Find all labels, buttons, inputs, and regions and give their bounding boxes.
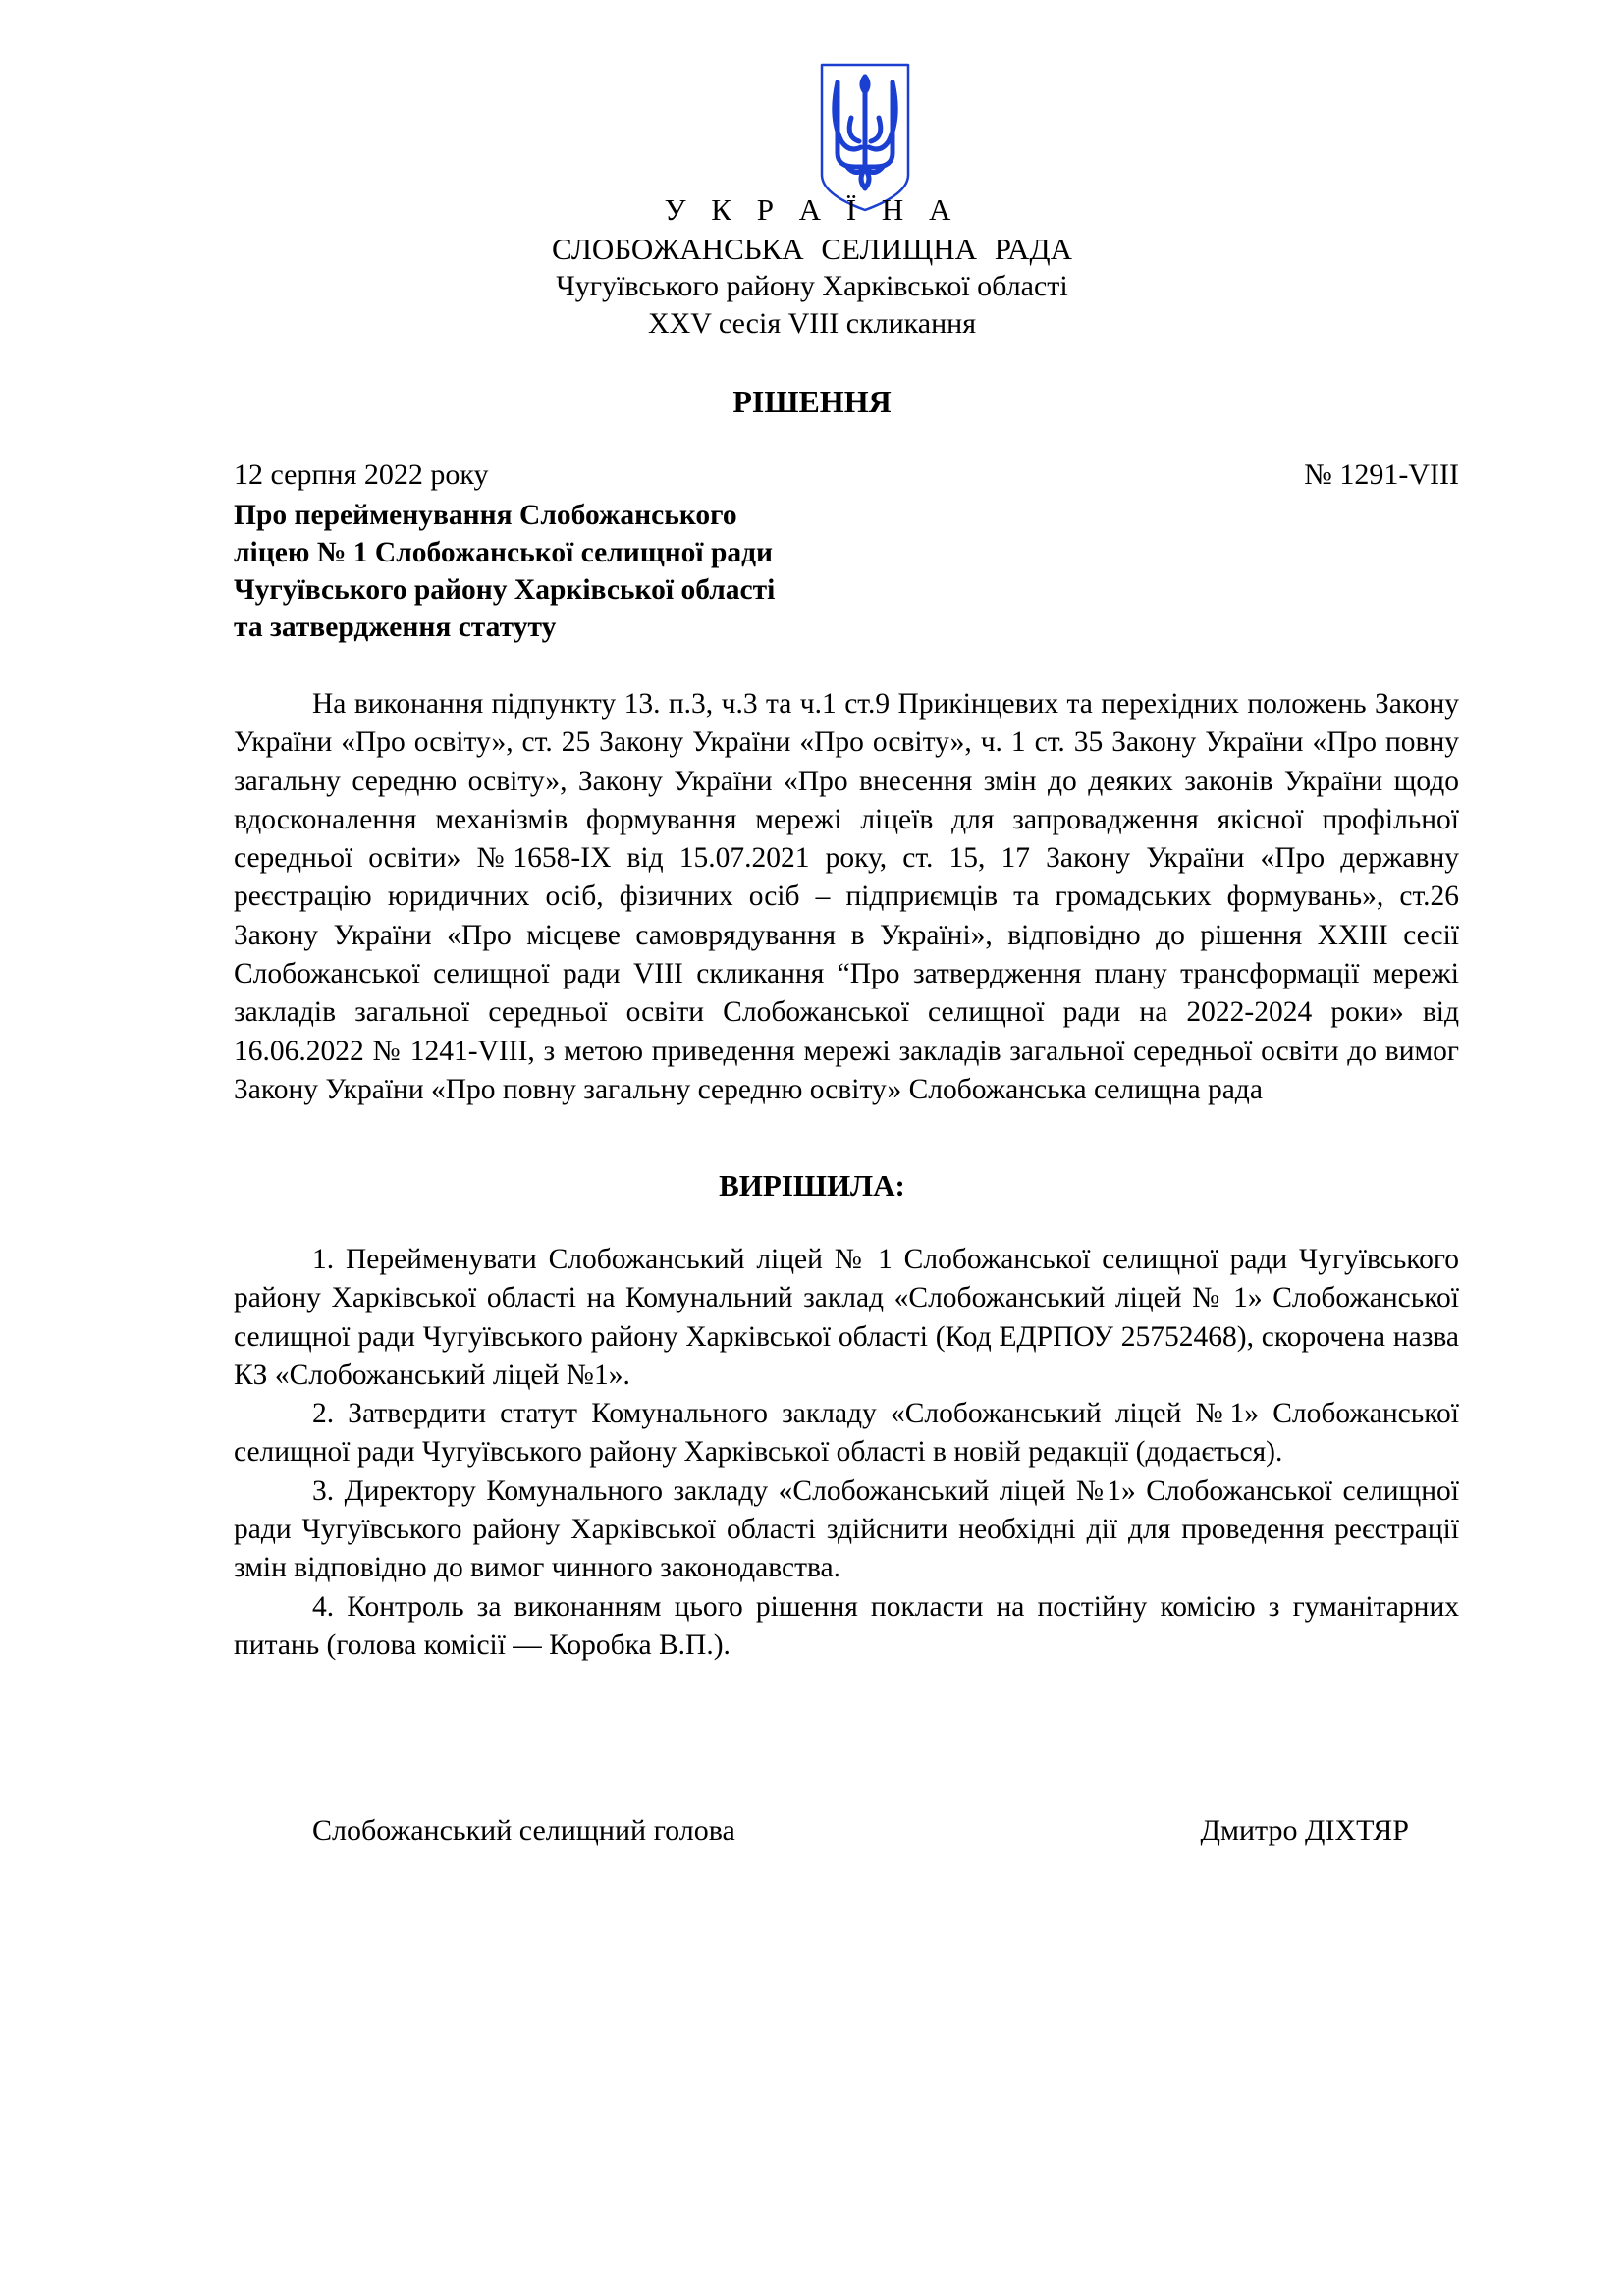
council-name: СЛОБОЖАНСЬКА СЕЛИЩНА РАДА [552,232,1072,266]
country-name: У К Р А Ї Н А [664,192,960,227]
subject-line: та затвердження статуту [234,612,557,643]
preamble-paragraph: На виконання підпункту 13. п.3, ч.3 та ч.1 ст.9 Прикінцевих та перехідних положень Закону України «Про освіту», ст. 25 Закону України «Про освіту», ч. 1 ст. 35 Закону України «Про повну загальну середню освіту», Закону України «Про внесення змін до деяких законів України щодо вдосконалення механізмів формування мережі ліцеїв для запровадження якісної профільної середньої освіти» №1658-IX від 15.07.2021 року, ст. 15, 17 Закону України «Про державну реєстрацію юридичних осіб, фізичних осіб – підприємців та громадських формувань», ст.26 Закону України «Про місцеве самоврядування в Україні», відповідно до рішення XXIII сесії Слобожанської селищної ради VIII скликання “Про затвердження плану трансформації мережі закладів загальної середньої освіти Слобожанської селищної ради на 2022-2024 роки» від 16.06.2022 № 1241-VIII, з метою приведення мережі закладів загальної середньої освіти до вимог Закону України «Про повну загальну середню освіту» Слобожанська селищна рада [234,688,1459,1105]
decision-subject [234,497,980,646]
document-type-title: РІШЕННЯ [732,384,892,419]
council-district: Чугуївського району Харківської області [556,270,1068,302]
resolution-item: 4. Контроль за виконанням цього рішення покласти на постійну комісію з гуманітарних питань (голова комісії — Коробка В.П.). [234,1590,1459,1661]
subject-line: Чугуївського району Харківської області [234,574,776,606]
resolution-items [234,1241,1459,1665]
resolution-item: 2. Затвердити статут Комунального закладу «Слобожанський ліцей №1» Слобожанської селищної ради Чугуївського району Харківської області в новій редакції (додається). [234,1398,1459,1468]
signatory-name: Дмитро ДІХТЯР [1200,1814,1409,1846]
subject-line: Про перейменування Слобожанського [234,500,737,531]
resolution-item: 1. Перейменувати Слобожанський ліцей № 1 Слобожанської селищної ради Чугуївського району Харківської області на Комунальний заклад «Слобожанський ліцей № 1» Слобожанської селищної ради Чугуївського району Харківської області (Код ЕДРПОУ 25752468), скорочена назва КЗ «Слобожанський ліцей №1». [234,1244,1459,1391]
resolution-heading: ВИРІШИЛА: [719,1168,905,1202]
subject-line: ліцею № 1 Слобожанської селищної ради [234,537,774,568]
resolution-item: 3. Директору Комунального закладу «Слобожанський ліцей №1» Слобожанської селищної ради Чугуївського району Харківської області здійснити необхідні дії для проведення реєстрації змін відповідно до вимог чинного законодавства. [234,1474,1459,1584]
decision-date: 12 серпня 2022 року [234,458,489,491]
decision-number: № 1291-VIII [1304,458,1459,491]
session-info: XXV сесія VIII скликання [647,307,977,340]
signatory-position: Слобожанський селищний голова [312,1814,735,1846]
